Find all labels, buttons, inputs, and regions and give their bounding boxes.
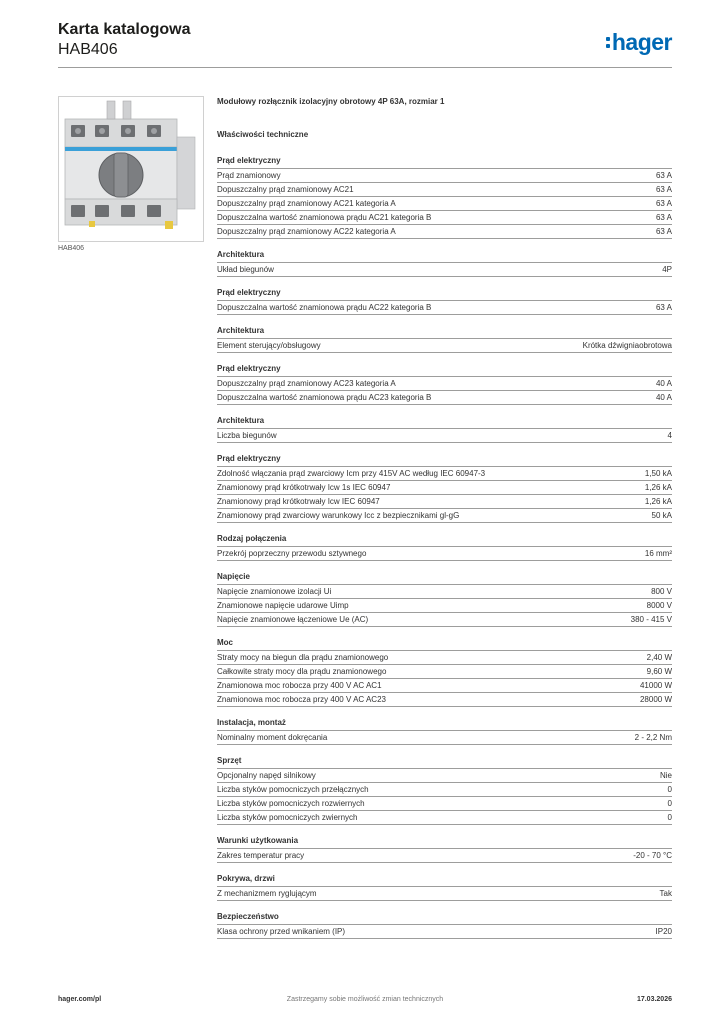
spec-value: 1,26 kA: [644, 483, 672, 492]
spec-row: [217, 599, 672, 613]
spec-row: [217, 467, 672, 481]
spec-label: Znamionowy prąd zwarciowy warunkowy Icc z bezpiecznikami gl-gG: [217, 511, 460, 520]
spec-row: [217, 211, 672, 225]
spec-label: Dopuszczalny prąd znamionowy AC22 kategoria A: [217, 227, 396, 236]
spec-label: Układ biegunów: [217, 265, 274, 274]
spec-section: [217, 637, 672, 707]
spec-section: [217, 453, 672, 523]
spec-value: 0: [667, 785, 672, 794]
section-title: Rodzaj połączenia: [217, 533, 672, 547]
spec-value: 4: [667, 431, 672, 440]
spec-label: Znamionowy prąd krótkotrwały Icw 1s IEC 60947: [217, 483, 391, 492]
spec-label: Dopuszczalny prąd znamionowy AC21: [217, 185, 354, 194]
spec-value: 63 A: [655, 213, 672, 222]
spec-value: 16 mm²: [644, 549, 672, 558]
spec-section: [217, 325, 672, 353]
spec-row: [217, 225, 672, 239]
spec-label: Znamionowy prąd krótkotrwały Icw IEC 60947: [217, 497, 380, 506]
section-title: Sprzęt: [217, 755, 672, 769]
spec-row: [217, 651, 672, 665]
spec-label: Zakres temperatur pracy: [217, 851, 305, 860]
section-title: Prąd elektryczny: [217, 453, 672, 467]
spec-row: [217, 769, 672, 783]
spec-label: Znamionowa moc robocza przy 400 V AC AC23: [217, 695, 386, 704]
spec-value: 8000 V: [646, 601, 672, 610]
spec-value: Tak: [659, 889, 672, 898]
product-code: HAB406: [58, 41, 118, 58]
spec-section: [217, 835, 672, 863]
product-image: [58, 96, 204, 242]
spec-label: Dopuszczalna wartość znamionowa prądu AC23 kategoria B: [217, 393, 432, 402]
spec-section: [217, 911, 672, 939]
spec-label: Liczba styków pomocniczych przełącznych: [217, 785, 369, 794]
spec-row: [217, 377, 672, 391]
spec-row: [217, 613, 672, 627]
spec-value: 2 - 2,2 Nm: [634, 733, 672, 742]
spec-label: Zdolność włączania prąd zwarciowy Icm przy 415V AC według IEC 60947-3: [217, 469, 486, 478]
section-title: Napięcie: [217, 571, 672, 585]
spec-row: [217, 679, 672, 693]
spec-section: [217, 287, 672, 315]
spec-value: 4P: [662, 265, 672, 274]
section-title: Bezpieczeństwo: [217, 911, 672, 925]
spec-label: Dopuszczalny prąd znamionowy AC23 kategoria A: [217, 379, 396, 388]
section-title: Architektura: [217, 325, 672, 339]
spec-value: 40 A: [655, 393, 672, 402]
spec-value: IP20: [655, 927, 672, 936]
spec-value: 50 kA: [651, 511, 672, 520]
spec-label: Liczba styków pomocniczych zwiernych: [217, 813, 358, 822]
spec-value: 380 - 415 V: [630, 615, 672, 624]
spec-value: 9,60 W: [646, 667, 672, 676]
product-description: Modułowy rozłącznik izolacyjny obrotowy 4P 63A, rozmiar 1: [217, 97, 445, 106]
section-title: Pokrywa, drzwi: [217, 873, 672, 887]
spec-label: Z mechanizmem ryglującym: [217, 889, 317, 898]
spec-row: [217, 481, 672, 495]
spec-row: [217, 197, 672, 211]
spec-value: 1,26 kA: [644, 497, 672, 506]
logo-text: hager: [611, 29, 672, 55]
spec-label: Klasa ochrony przed wnikaniem (IP): [217, 927, 346, 936]
spec-label: Prąd znamionowy: [217, 171, 281, 180]
spec-label: Opcjonalny napęd silnikowy: [217, 771, 316, 780]
spec-value: 1,50 kA: [644, 469, 672, 478]
spec-row: [217, 783, 672, 797]
spec-row: [217, 665, 672, 679]
spec-sections: [217, 155, 672, 939]
spec-section: [217, 415, 672, 443]
spec-label: Dopuszczalny prąd znamionowy AC21 kategoria A: [217, 199, 396, 208]
section-title: Moc: [217, 637, 672, 651]
spec-section: [217, 363, 672, 405]
spec-row: [217, 811, 672, 825]
page-title: Karta katalogowa: [58, 21, 191, 38]
section-title: Architektura: [217, 249, 672, 263]
spec-label: Liczba biegunów: [217, 431, 277, 440]
spec-row: [217, 301, 672, 315]
spec-section: [217, 533, 672, 561]
spec-label: Całkowite straty mocy dla prądu znamionowego: [217, 667, 387, 676]
spec-row: [217, 183, 672, 197]
spec-row: [217, 849, 672, 863]
spec-label: Dopuszczalna wartość znamionowa prądu AC21 kategoria B: [217, 213, 432, 222]
spec-row: [217, 169, 672, 183]
spec-value: 28000 W: [639, 695, 672, 704]
spec-row: [217, 887, 672, 901]
spec-row: [217, 429, 672, 443]
spec-value: 41000 W: [639, 681, 672, 690]
spec-section: [217, 755, 672, 825]
footer-disclaimer: Zastrzegamy sobie możliwość zmian technicznych: [286, 996, 444, 1003]
section-title: Warunki użytkowania: [217, 835, 672, 849]
spec-section: [217, 155, 672, 239]
spec-value: 63 A: [655, 185, 672, 194]
spec-row: [217, 495, 672, 509]
footer-website-link[interactable]: hager.com/pl: [58, 996, 102, 1003]
spec-label: Straty mocy na biegun dla prądu znamionowego: [217, 653, 389, 662]
switch-disconnector-icon: [59, 97, 203, 241]
spec-value: 40 A: [655, 379, 672, 388]
spec-value: 2,40 W: [646, 653, 672, 662]
spec-row: [217, 547, 672, 561]
spec-value: 63 A: [655, 303, 672, 312]
spec-value: Nie: [659, 771, 672, 780]
spec-value: -20 - 70 °C: [633, 851, 672, 860]
spec-label: Znamionowa moc robocza przy 400 V AC AC1: [217, 681, 382, 690]
spec-label: Napięcie znamionowe izolacji Ui: [217, 587, 332, 596]
header-divider: [58, 67, 672, 68]
spec-section: [217, 717, 672, 745]
section-title: Prąd elektryczny: [217, 363, 672, 377]
tech-properties-title: Właściwości techniczne: [217, 130, 309, 139]
spec-row: [217, 509, 672, 523]
spec-value: 800 V: [651, 587, 672, 596]
spec-value: 63 A: [655, 227, 672, 236]
section-title: Architektura: [217, 415, 672, 429]
spec-label: Znamionowe napięcie udarowe Uimp: [217, 601, 349, 610]
spec-value: 63 A: [655, 199, 672, 208]
spec-label: Przekrój poprzeczny przewodu sztywnego: [217, 549, 367, 558]
spec-section: [217, 571, 672, 627]
page-header: [58, 20, 190, 60]
logo-dots-icon: [606, 37, 610, 48]
footer-date: 17.03.2026: [636, 996, 672, 1003]
section-title: Prąd elektryczny: [217, 155, 672, 169]
spec-label: Nominalny moment dokręcania: [217, 733, 328, 742]
spec-row: [217, 731, 672, 745]
spec-value: 63 A: [655, 171, 672, 180]
spec-label: Liczba styków pomocniczych rozwiernych: [217, 799, 365, 808]
spec-content: [217, 95, 672, 939]
spec-row: [217, 339, 672, 353]
spec-label: Napięcie znamionowe łączeniowe Ue (AC): [217, 615, 369, 624]
page-footer: [58, 996, 672, 1010]
spec-value: 0: [667, 799, 672, 808]
section-title: Instalacja, montaż: [217, 717, 672, 731]
spec-label: Element sterujący/obsługowy: [217, 341, 321, 350]
spec-row: [217, 797, 672, 811]
image-caption: HAB406: [58, 245, 85, 252]
spec-label: Dopuszczalna wartość znamionowa prądu AC22 kategoria B: [217, 303, 432, 312]
spec-row: [217, 925, 672, 939]
spec-row: [217, 391, 672, 405]
section-title: Prąd elektryczny: [217, 287, 672, 301]
hager-logo[interactable]: [606, 30, 672, 54]
spec-row: [217, 585, 672, 599]
spec-row: [217, 263, 672, 277]
spec-section: [217, 249, 672, 277]
spec-value: 0: [667, 813, 672, 822]
spec-value: Krótka dźwigniaobrotowa: [582, 341, 672, 350]
spec-row: [217, 693, 672, 707]
spec-section: [217, 873, 672, 901]
